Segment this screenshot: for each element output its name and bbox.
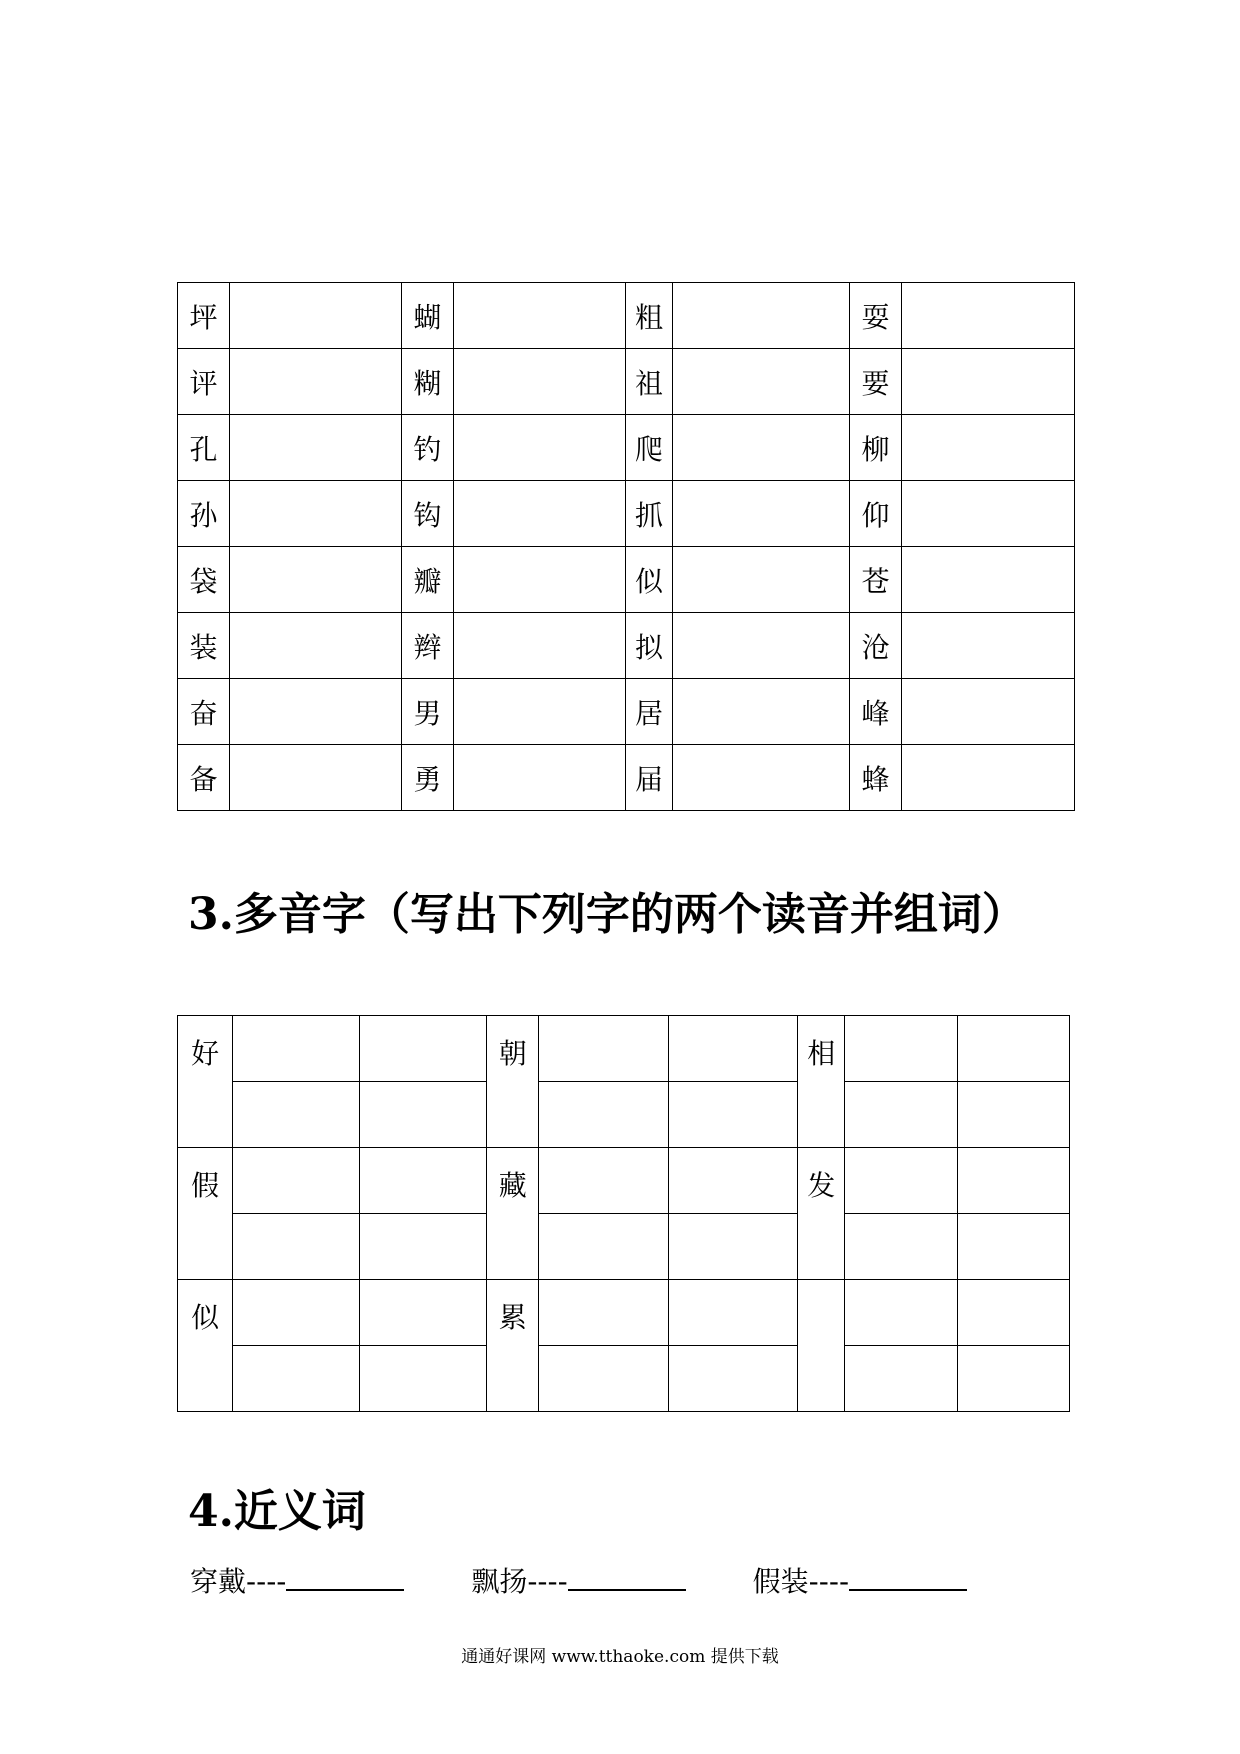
answer-cell[interactable]: [673, 613, 850, 679]
answer-cell[interactable]: [539, 1082, 669, 1148]
answer-cell[interactable]: [454, 481, 626, 547]
answer-cell[interactable]: [845, 1016, 958, 1082]
answer-cell[interactable]: [902, 283, 1075, 349]
polyphonic-table: [177, 1015, 1070, 1412]
answer-cell[interactable]: [845, 1346, 958, 1412]
character-cell: 耍: [850, 283, 902, 349]
answer-cell[interactable]: [454, 349, 626, 415]
answer-cell[interactable]: [233, 1346, 360, 1412]
table-row: [178, 613, 1075, 679]
answer-cell[interactable]: [673, 481, 850, 547]
character-cell: 似: [626, 547, 673, 613]
answer-cell[interactable]: [673, 349, 850, 415]
polyphonic-character-cell: 朝: [487, 1016, 539, 1148]
answer-cell[interactable]: [669, 1082, 798, 1148]
answer-blank[interactable]: [849, 1563, 967, 1591]
answer-cell[interactable]: [230, 283, 402, 349]
answer-blank[interactable]: [568, 1563, 686, 1591]
answer-cell[interactable]: [233, 1148, 360, 1214]
table-row: [178, 547, 1075, 613]
answer-cell[interactable]: [360, 1148, 487, 1214]
answer-cell[interactable]: [454, 679, 626, 745]
answer-cell[interactable]: [360, 1280, 487, 1346]
synonym-item: [190, 1560, 404, 1600]
answer-cell[interactable]: [360, 1016, 487, 1082]
answer-cell[interactable]: [902, 349, 1075, 415]
answer-cell[interactable]: [230, 679, 402, 745]
answer-cell[interactable]: [539, 1346, 669, 1412]
answer-cell[interactable]: [233, 1016, 360, 1082]
table-row: [178, 1016, 1070, 1082]
answer-cell[interactable]: [230, 349, 402, 415]
answer-cell[interactable]: [233, 1082, 360, 1148]
character-cell: 钓: [402, 415, 454, 481]
character-cell: 奋: [178, 679, 230, 745]
polyphonic-character-cell: [798, 1280, 845, 1412]
character-cell: 届: [626, 745, 673, 811]
character-cell: 坪: [178, 283, 230, 349]
character-cell: 评: [178, 349, 230, 415]
answer-cell[interactable]: [902, 415, 1075, 481]
synonym-word: 飘扬----: [471, 1565, 568, 1598]
character-cell: 蝴: [402, 283, 454, 349]
synonym-item: [471, 1560, 685, 1600]
table-row: [178, 283, 1075, 349]
synonym-word: 穿戴----: [190, 1565, 287, 1598]
polyphonic-character-cell: 累: [487, 1280, 539, 1412]
answer-cell[interactable]: [669, 1016, 798, 1082]
character-cell: 钩: [402, 481, 454, 547]
character-cell: 居: [626, 679, 673, 745]
character-cell: 糊: [402, 349, 454, 415]
character-cell: 孔: [178, 415, 230, 481]
polyphonic-character-cell: 假: [178, 1148, 233, 1280]
polyphonic-character-cell: 似: [178, 1280, 233, 1412]
character-cell: 柳: [850, 415, 902, 481]
answer-cell[interactable]: [673, 679, 850, 745]
answer-cell[interactable]: [539, 1148, 669, 1214]
character-cell: 祖: [626, 349, 673, 415]
answer-cell[interactable]: [230, 481, 402, 547]
footer-credit: 通通好课网 www.tthaoke.com 提供下载: [461, 1647, 779, 1667]
answer-cell[interactable]: [360, 1346, 487, 1412]
answer-cell[interactable]: [539, 1016, 669, 1082]
character-cell: 抓: [626, 481, 673, 547]
answer-cell[interactable]: [958, 1082, 1070, 1148]
answer-cell[interactable]: [673, 415, 850, 481]
character-cell: 备: [178, 745, 230, 811]
answer-cell[interactable]: [902, 679, 1075, 745]
table-row: [178, 415, 1075, 481]
character-table: [177, 282, 1075, 811]
answer-cell[interactable]: [845, 1148, 958, 1214]
character-cell: 苍: [850, 547, 902, 613]
answer-cell[interactable]: [360, 1214, 487, 1280]
character-cell: 要: [850, 349, 902, 415]
character-cell: 粗: [626, 283, 673, 349]
answer-cell[interactable]: [673, 547, 850, 613]
table-row: [178, 1346, 1070, 1412]
answer-cell[interactable]: [669, 1346, 798, 1412]
character-cell: 峰: [850, 679, 902, 745]
answer-cell[interactable]: [845, 1214, 958, 1280]
character-cell: 男: [402, 679, 454, 745]
character-cell: 瓣: [402, 547, 454, 613]
answer-cell[interactable]: [539, 1280, 669, 1346]
answer-cell[interactable]: [454, 547, 626, 613]
answer-cell[interactable]: [454, 745, 626, 811]
answer-cell[interactable]: [845, 1082, 958, 1148]
section-3-title: 3.多音字（写出下列字的两个读音并组词）: [188, 889, 1026, 940]
synonym-item: [753, 1560, 967, 1600]
table-row: [178, 745, 1075, 811]
table-row: [178, 1214, 1070, 1280]
table-row: [178, 1280, 1070, 1346]
character-cell: 袋: [178, 547, 230, 613]
answer-cell[interactable]: [230, 415, 402, 481]
character-cell: 仰: [850, 481, 902, 547]
table-row: [178, 1082, 1070, 1148]
answer-cell[interactable]: [669, 1280, 798, 1346]
table-row: [178, 481, 1075, 547]
answer-cell[interactable]: [673, 745, 850, 811]
answer-cell[interactable]: [958, 1148, 1070, 1214]
answer-cell[interactable]: [360, 1082, 487, 1148]
answer-cell[interactable]: [233, 1214, 360, 1280]
polyphonic-character-cell: 发: [798, 1148, 845, 1280]
table-row: [178, 349, 1075, 415]
table-row: [178, 679, 1075, 745]
character-cell: 拟: [626, 613, 673, 679]
table-row: [178, 1148, 1070, 1214]
answer-cell[interactable]: [958, 1346, 1070, 1412]
answer-cell[interactable]: [845, 1280, 958, 1346]
section-4-title: 4.近义词: [188, 1486, 366, 1537]
answer-cell[interactable]: [454, 613, 626, 679]
character-cell: 辫: [402, 613, 454, 679]
synonym-list: [190, 1560, 1025, 1600]
synonym-word: 假装----: [752, 1565, 850, 1598]
answer-cell[interactable]: [230, 613, 402, 679]
answer-blank[interactable]: [286, 1563, 404, 1591]
answer-cell[interactable]: [902, 745, 1075, 811]
character-cell: 沧: [850, 613, 902, 679]
answer-cell[interactable]: [454, 283, 626, 349]
answer-cell[interactable]: [902, 547, 1075, 613]
character-cell: 装: [178, 613, 230, 679]
answer-cell[interactable]: [958, 1016, 1070, 1082]
answer-cell[interactable]: [902, 481, 1075, 547]
answer-cell[interactable]: [669, 1148, 798, 1214]
answer-cell[interactable]: [233, 1280, 360, 1346]
answer-cell[interactable]: [454, 415, 626, 481]
answer-cell[interactable]: [669, 1214, 798, 1280]
polyphonic-character-cell: 相: [798, 1016, 845, 1148]
answer-cell[interactable]: [958, 1280, 1070, 1346]
character-cell: 勇: [402, 745, 454, 811]
character-cell: 孙: [178, 481, 230, 547]
polyphonic-character-cell: 好: [178, 1016, 233, 1148]
answer-cell[interactable]: [902, 613, 1075, 679]
answer-cell[interactable]: [673, 283, 850, 349]
answer-cell[interactable]: [958, 1214, 1070, 1280]
character-cell: 蜂: [850, 745, 902, 811]
character-cell: 爬: [626, 415, 673, 481]
polyphonic-character-cell: 藏: [487, 1148, 539, 1280]
answer-cell[interactable]: [539, 1214, 669, 1280]
answer-cell[interactable]: [230, 745, 402, 811]
answer-cell[interactable]: [230, 547, 402, 613]
